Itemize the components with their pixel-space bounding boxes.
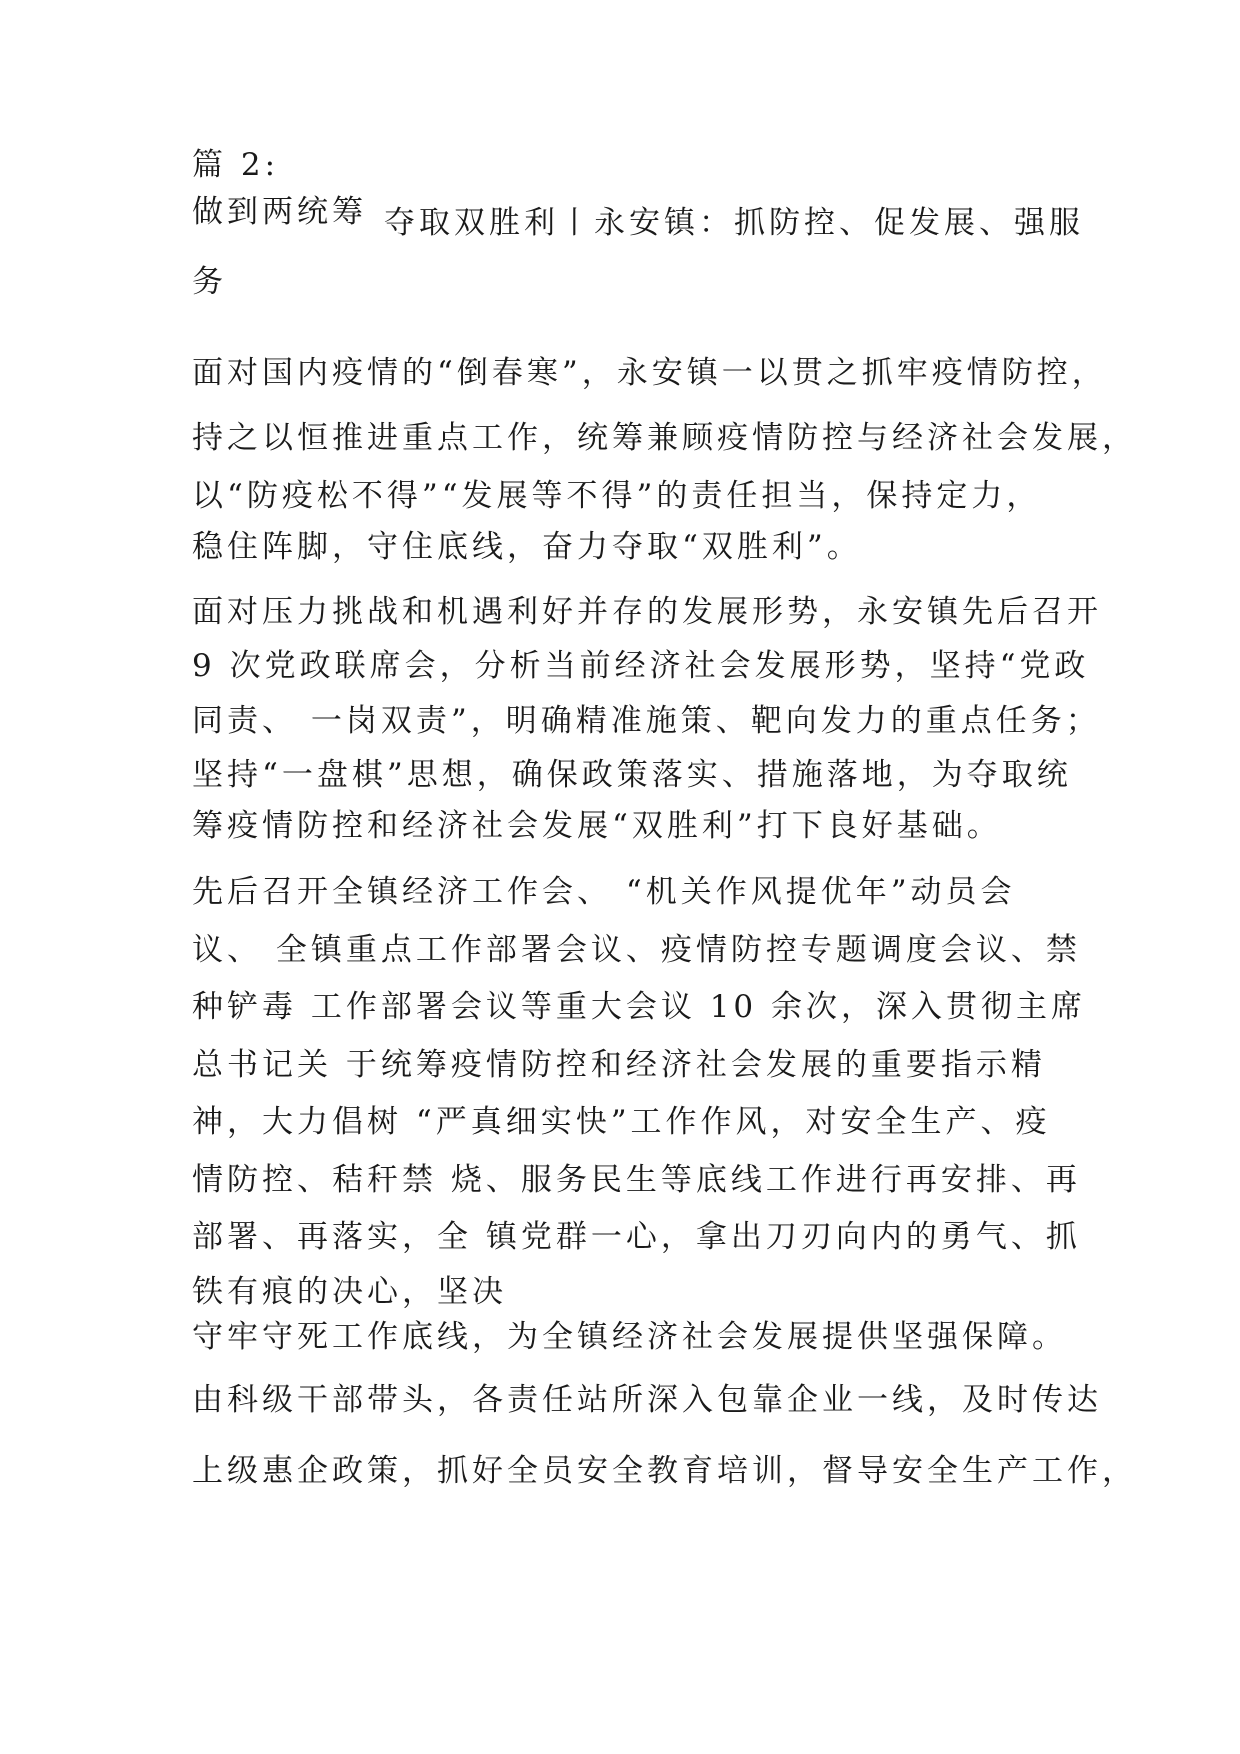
paragraph-3-line-8: 铁有痕的决心，坚决: [192, 1274, 507, 1310]
paragraph-3-line-2: 议、 全镇重点工作部署会议、疫情防控专题调度会议、禁: [192, 932, 1081, 968]
paragraph-2-line-2: 9 次党政联席会，分析当前经济社会发展形势，坚持“党政: [192, 648, 1090, 684]
paragraph-2-line-3: 同责、 一岗双责”，明确精准施策、靶向发力的重点任务；: [192, 703, 1101, 739]
paragraph-2-line-5: 筹疫情防控和经济社会发展“双胜利”打下良好基础。: [192, 808, 1002, 844]
paragraph-1-line-1: 面对国内疫情的“倒春寒”，永安镇一以贯之抓牢疫情防控，: [192, 355, 1107, 391]
title-left: 做到两统筹: [192, 194, 367, 230]
paragraph-1-line-2: 持之以恒推进重点工作，统筹兼顾疫情防控与经济社会发展，: [192, 420, 1137, 456]
paragraph-4-line-2: 上级惠企政策，抓好全员安全教育培训，督导安全生产工作，: [192, 1453, 1137, 1489]
paragraph-3-line-7: 部署、再落实，全 镇党群一心，拿出刀刃向内的勇气、抓: [192, 1219, 1081, 1255]
title-wrap: 务: [192, 264, 227, 300]
paragraph-1-line-3: 以“防疫松不得”“发展等不得”的责任担当，保持定力，: [192, 478, 1042, 514]
paragraph-2-line-4: 坚持“一盘棋”思想，确保政策落实、措施落地，为夺取统: [192, 757, 1072, 793]
paragraph-2-line-1: 面对压力挑战和机遇利好并存的发展形势，永安镇先后召开: [192, 594, 1102, 630]
paragraph-3-line-1: 先后召开全镇经济工作会、 “机关作风提优年”动员会: [192, 874, 1016, 910]
section-heading: 篇 2:: [192, 147, 280, 183]
paragraph-3-line-5: 神，大力倡树 “严真细实快”工作作风，对安全生产、疫: [192, 1104, 1051, 1140]
paragraph-3-line-9: 守牢守死工作底线，为全镇经济社会发展提供坚强保障。: [192, 1319, 1067, 1355]
paragraph-3-line-6: 情防控、秸秆禁 烧、服务民生等底线工作进行再安排、再: [192, 1162, 1081, 1198]
paragraph-3-line-4: 总书记关 于统筹疫情防控和经济社会发展的重要指示精: [192, 1047, 1046, 1083]
paragraph-4-line-1: 由科级干部带头，各责任站所深入包靠企业一线，及时传达: [192, 1382, 1102, 1418]
paragraph-3-line-3: 种铲毒 工作部署会议等重大会议 10 余次，深入贯彻主席: [192, 989, 1087, 1025]
paragraph-1-line-4: 稳住阵脚，守住底线，奋力夺取“双胜利”。: [192, 529, 862, 565]
title-right: 夺取双胜利丨永安镇：抓防控、促发展、强服: [384, 205, 1084, 241]
